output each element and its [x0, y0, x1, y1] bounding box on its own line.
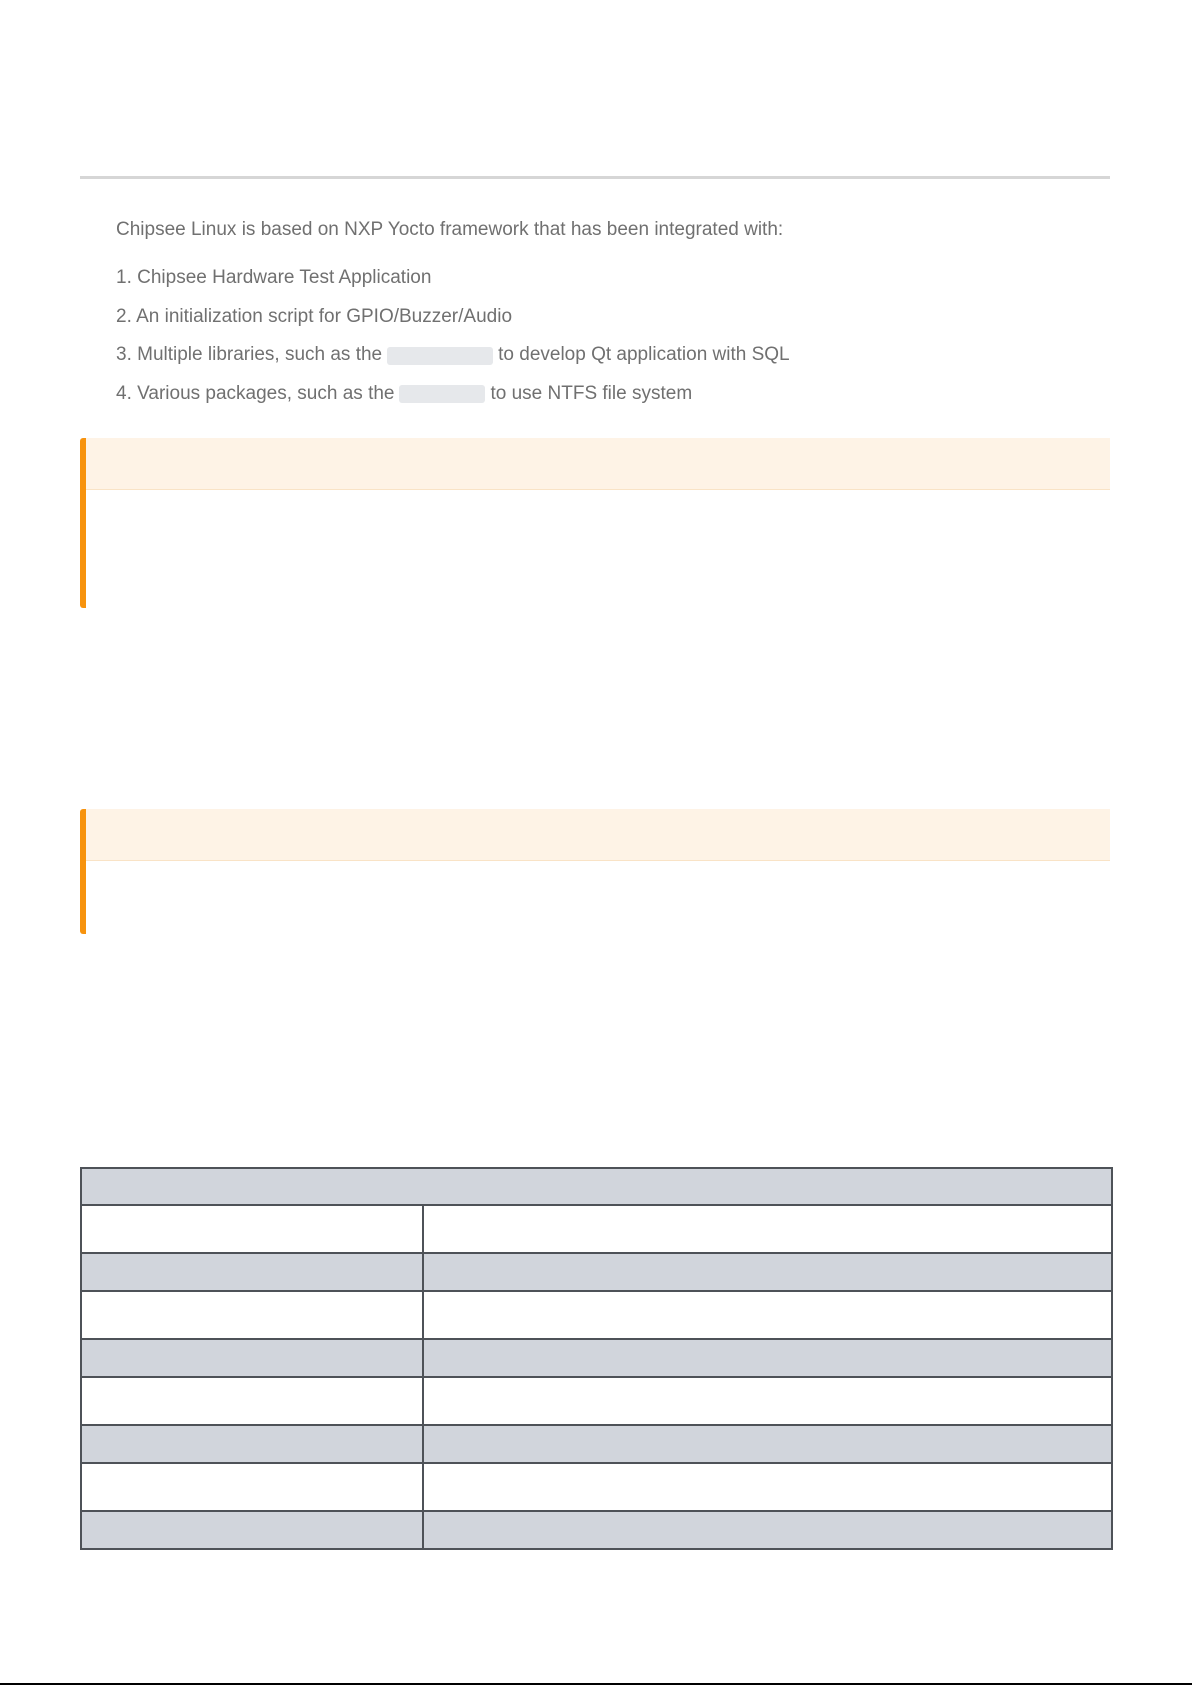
feature-list [116, 266, 790, 420]
list-item-text: 1. Chipsee Hardware Test Application [116, 267, 432, 288]
list-item-text-after: to develop Qt application with SQL [498, 344, 790, 365]
table-cell [81, 1511, 423, 1549]
table-cell [423, 1377, 1112, 1425]
list-item-text-after: to use NTFS file system [490, 382, 693, 404]
table-row [81, 1377, 1112, 1425]
section-divider [80, 176, 1110, 179]
table-cell [423, 1205, 1112, 1253]
intro-paragraph: Chipsee Linux is based on NXP Yocto framework that has been integrated with: [116, 219, 784, 240]
warning-callout [80, 809, 1110, 934]
table-cell [423, 1339, 1112, 1377]
list-item-text-before: 4. Various packages, such as the [116, 382, 395, 404]
table-cell [423, 1511, 1112, 1549]
table-cell [81, 1463, 423, 1511]
inline-code-placeholder [387, 347, 493, 365]
table-header-cell [81, 1168, 1112, 1205]
warning-callout [80, 438, 1110, 608]
table-cell [81, 1339, 423, 1377]
list-item [116, 343, 790, 382]
table-cell [81, 1425, 423, 1463]
list-item-text-before: 3. Multiple libraries, such as the [116, 344, 383, 365]
table-cell [423, 1253, 1112, 1291]
table-cell [423, 1463, 1112, 1511]
table-cell [81, 1377, 423, 1425]
list-item-text: 2. An initialization script for GPIO/Buzzer/Audio [116, 305, 513, 327]
inline-code-placeholder [399, 385, 485, 403]
list-item [116, 305, 790, 344]
callout-header [86, 809, 1110, 861]
table-row [81, 1511, 1112, 1549]
table-row [81, 1291, 1112, 1339]
spec-table [80, 1167, 1113, 1550]
table-cell [423, 1425, 1112, 1463]
list-item [116, 266, 790, 305]
table-row [81, 1253, 1112, 1291]
list-item [116, 382, 790, 421]
table-row [81, 1339, 1112, 1377]
table-cell [81, 1205, 423, 1253]
table-cell [423, 1291, 1112, 1339]
table-row [81, 1205, 1112, 1253]
callout-header [86, 438, 1110, 490]
table-cell [81, 1253, 423, 1291]
table-header-row [81, 1168, 1112, 1205]
table-row [81, 1463, 1112, 1511]
table-cell [81, 1291, 423, 1339]
table-row [81, 1425, 1112, 1463]
